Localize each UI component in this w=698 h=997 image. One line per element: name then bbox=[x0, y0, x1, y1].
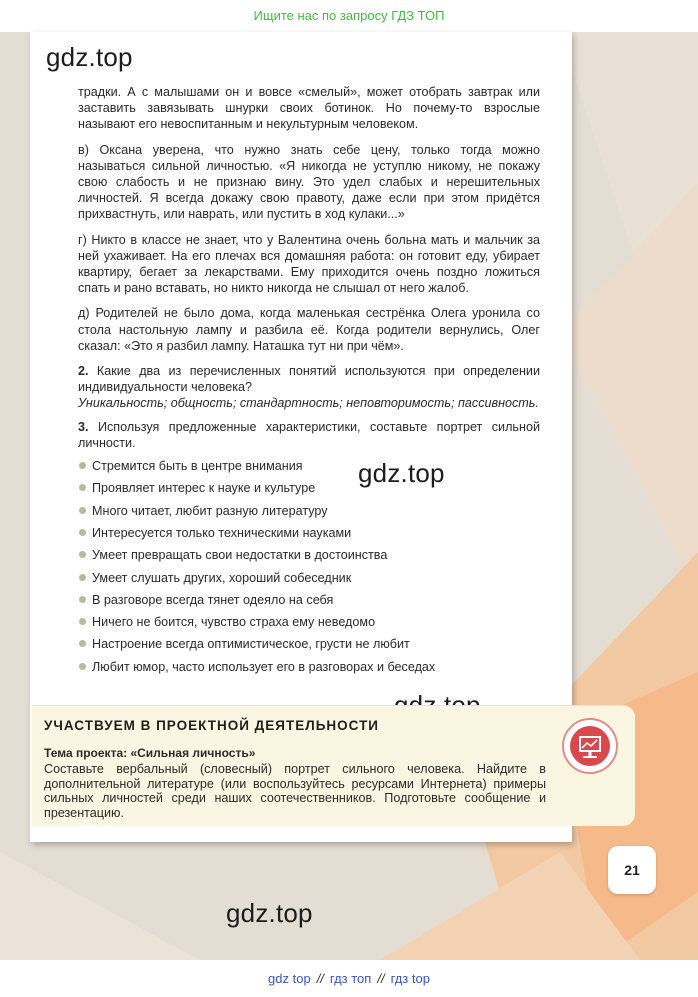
bullet-dot-icon bbox=[79, 529, 86, 536]
bullet-dot-icon bbox=[79, 618, 86, 625]
presentation-icon bbox=[562, 718, 618, 774]
paragraph-intro: традки. А с малышами он и вовсе «смелый», может отобрать завтрак или заставить завязывать шнурки своих ботинок. Но почему-то взрослые называют его невоспитанным и некультурным человеком. bbox=[78, 85, 540, 132]
list-item: Стремится быть в центре внимания bbox=[78, 458, 540, 480]
bottom-link-2[interactable]: гдз топ bbox=[329, 971, 372, 986]
bottom-link-1[interactable]: gdz top bbox=[268, 971, 311, 986]
separator: // bbox=[316, 971, 324, 986]
paragraph-d: д) Родителей не было дома, когда маленькая сестрёнка Олега уронила со стола настольную лампу и разбила её. Когда родители вернулись, Олег сказал: «Это я разбил лампу. Наташка тут ни при чём». bbox=[78, 306, 540, 353]
list-item: Интересуется только техническими науками bbox=[78, 525, 540, 547]
project-topic: Тема проекта: «Сильная личность» bbox=[44, 746, 256, 760]
main-text bbox=[78, 84, 540, 681]
question-2 bbox=[78, 363, 540, 412]
bottom-link-3[interactable]: гдз top bbox=[390, 971, 430, 986]
separator: // bbox=[377, 971, 385, 986]
list-item: В разговоре всегда тянет одеяло на себя bbox=[78, 592, 540, 614]
project-box bbox=[32, 705, 635, 826]
question-3-text: Используя предложенные характеристики, составьте портрет сильной личности. bbox=[78, 419, 540, 450]
list-item: Проявляет интерес к науке и культуре bbox=[78, 480, 540, 502]
question-2-options: Уникальность; общность; стандартность; неповторимость; пассивность. bbox=[78, 396, 539, 411]
list-item: Умеет слушать других, хороший собеседник bbox=[78, 570, 540, 592]
watermark: gdz.top bbox=[358, 458, 445, 488]
bottom-bar bbox=[0, 960, 698, 997]
bullet-dot-icon bbox=[79, 640, 86, 647]
question-2-number: 2. bbox=[78, 364, 89, 379]
bullet-dot-icon bbox=[79, 596, 86, 603]
list-item: Любит юмор, часто использует его в разговорах и беседах bbox=[78, 659, 540, 681]
list-item: Много читает, любит разную литературу bbox=[78, 503, 540, 525]
top-banner[interactable]: Ищите нас по запросу ГДЗ ТОП bbox=[0, 0, 698, 32]
watermark: gdz.top bbox=[226, 898, 313, 928]
page-number: 21 bbox=[608, 846, 656, 894]
list-item: Настроение всегда оптимистическое, грусти не любит bbox=[78, 636, 540, 658]
bullet-dot-icon bbox=[79, 574, 86, 581]
bullet-dot-icon bbox=[79, 551, 86, 558]
bullet-dot-icon bbox=[79, 663, 86, 670]
question-3 bbox=[78, 419, 540, 451]
question-2-text: Какие два из перечисленных понятий используются при определении индивидуальности человека? bbox=[78, 364, 540, 395]
project-title: УЧАСТВУЕМ В ПРОЕКТНОЙ ДЕЯТЕЛЬНОСТИ bbox=[44, 718, 380, 733]
list-item: Ничего не боится, чувство страха ему неведомо bbox=[78, 614, 540, 636]
bullet-dot-icon bbox=[79, 462, 86, 469]
bullet-dot-icon bbox=[79, 507, 86, 514]
paragraph-v: в) Оксана уверена, что нужно знать себе цену, только тогда можно называться сильной личностью. «Я никогда не уступлю никому, не покажу свою слабость и не признаю вину. Это удел слабых и нерешительных личностей. Я всегда докажу свою правоту, даже если при этом придётся прихвастнуть, или наврать, или пустить в ход кулаки...» bbox=[78, 142, 540, 222]
question-3-number: 3. bbox=[78, 419, 89, 434]
project-body: Составьте вербальный (словесный) портрет сильного человека. Найдите в дополнительной литературе (или воспользуйтесь ресурсами Интернета) примеры сильных личностей среди наших соотечественников. Подготовьте сообщение и презентацию. bbox=[44, 762, 546, 820]
list-item: Умеет превращать свои недостатки в достоинства bbox=[78, 547, 540, 569]
watermark: gdz.top bbox=[46, 42, 133, 72]
paragraph-g: г) Никто в классе не знает, что у Валентина очень больна мать и мальчик за ней ухаживает. На его плечах вся домашняя работа: он готовит еду, убирает квартиру, бегает за лекарствами. Ему приходится очень поздно ложиться спать и рано вставать, но никто никогда не слышал от него жалоб. bbox=[78, 232, 540, 296]
bullet-dot-icon bbox=[79, 484, 86, 491]
traits-list bbox=[78, 458, 540, 681]
